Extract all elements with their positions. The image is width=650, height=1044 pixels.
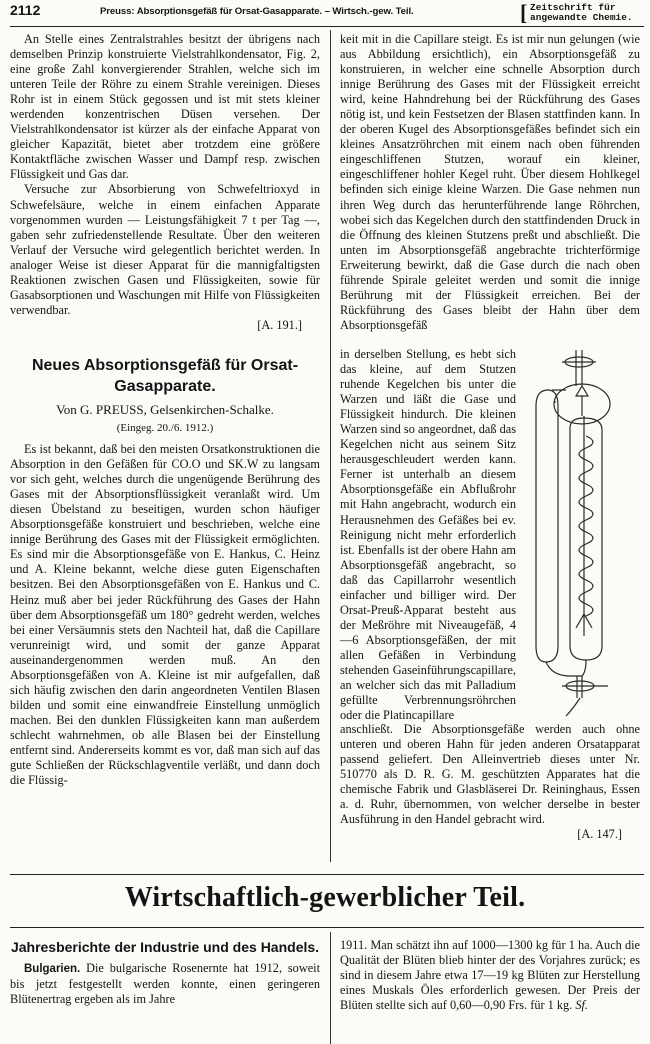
running-head: Preuss: Absorptionsgefäß für Orsat-Gasapparate. – Wirtsch.-gew. Teil. xyxy=(100,6,414,17)
paragraph: An Stelle eines Zentralstrahles besitzt der übrigens nach demselben Prinzip konstruierte Vielstrahlkondensator, Fig. 2, eine große Zahl konvergierender Strahlen, welche sich im unteren Teile der Röhre zu einem Strahle vereinigen. Dieses Rohr ist in einem Stück gegossen und ist mit stets kleiner werdenden konzentrischen Düsen versehen. Der Vielstrahlkondensator ist kürzer als der einfache Apparat von gleicher Kapazität, bietet aber trotzdem eine größere Kontaktfläche zwischen Wasser und Dampf resp. zwischen Flüssigkeit und Gas dar. xyxy=(10,32,320,182)
paragraph: keit mit in die Capillare steigt. Es ist mir nun gelungen (wie aus Abbildung ersichtlich), ein Absorptionsgefäß zu konstruieren, in welcher eine schnelle Absorption durch innige Berührung des Gases mit der Flüssigkeit erreicht wird, keine Hahndrehung bei der Rückführung des Gases nötig ist, und kein Festsetzen der Blasen stattfinden kann. In der oberen Kugel des Absorptionsgefäßes befindet sich ein kleines Ansatzröhrchen mit einem nach oben führenden eingeschliffenen Stutzen, worauf ein kleiner, eingeschliffener hohler Kegel ruht. Über diesem Hohlkegel befinden sich einige kleine Warzen. Die Gase nehmen nun ihren Weg durch das herunterführende lange Röhrchen, wobei sich das Kegelchen durch den stattfindenden Druck in die Öffnung des kleinen Stutzens preßt und abschließt. Die unten im Absorptionsgefäß angebrachte trichterförmige Erweiterung bewirkt, daß die Gase durch die nach oben führende Spirale geleitet werden und somit die innige Berührung mit der Flüssigkeit erreichen. Bei der Rückführung des Gases bleibt der Hahn über dem Absorptionsgefäß xyxy=(340,32,640,332)
article-byline: Von G. PREUSS, Gelsenkirchen-Schalke. xyxy=(56,401,274,417)
paragraph: Es ist bekannt, daß bei den meisten Orsatkonstruktionen die Absorption in den Gefäßen für CO.O und SK.W zu langsam vor sich geht, welches durch die ungenügende Berührung des Gases mit der Absorptionsflüssigkeit veranlaßt wird. Um diesen Übelstand zu beseitigen, wurden schon häufiger Absorptionsgefäße konstruiert und beschrieben, welche eine innige Berührung des Gases mit der Flüssigkeit ermöglichten. Es sind mir die Absorptionsgefäße von E. Hankus, C. Heinz und A. Kleine bekannt, welche diese guten Eigenschaften besitzen. Bei den Absorptionsgefäßen von E. Hankus und C. Heinz muß aber bei jeder Rückführung des Gases der Hahn über dem Absorptionsgefäß um 180° gedreht werden, welches bei einer Versäumnis stets den Nachteil hat, daß die Capillare verunreinigt wird, und somit der ganze Apparat auseinandergenommen werden muß. An den Absorptionsgefäßen von A. Kleine ist mir aufgefallen, daß sich häufig zwischen den darin angeordneten Ventilen Blasen bilden und somit eine einwandfreie Einstellung unmöglich machen. Bei den dunklen Flüssigkeiten kann man außerdem schlecht wahrnehmen, ob alle Blasen bei der Einstellung entfernt sind. Andererseits kommt es vor, daß man sich auf das gute Schließen der Rückschlagventile verläßt, und dann doch die Flüssig- xyxy=(10,442,320,788)
section-title: Wirtschaftlich-gewerblicher Teil. xyxy=(124,882,526,913)
absorption-vessel-figure xyxy=(522,346,640,718)
journal-line-1: Zeitschrift für xyxy=(530,2,616,13)
bracket-mark: [ xyxy=(520,0,528,25)
absorption-vessel-drawing xyxy=(522,346,640,718)
left-column-top xyxy=(10,32,320,788)
right-column-top xyxy=(340,32,640,333)
paragraph: anschließt. Die Absorptionsgefäße werden auch ohne unteren und oberen Hahn für jeden anderen Orsatapparat passend geliefert. Den Alleinvertrieb dieses unter Nr. 510770 als D. R. G. M. geschützten Apparates hat die chemische Fabrik und Glasbläserei Dr. Reininghaus, Essen a. d. Ruhr, übernommen, von welcher derselbe in bester Ausführung in den Handel gebracht wird. xyxy=(340,722,640,827)
bottom-right-column xyxy=(340,938,640,1013)
page-header xyxy=(10,2,644,26)
paragraph: in derselben Stellung, es hebt sich das kleine, auf dem Stutzen ruhende Kegelchen bis unter die Warzen und läßt die Gase und Flüssigkeit hindurch. Die kleinen Warzen sind so angeordnet, daß das Kegelchen nicht aus seinem Sitz herausgeschleudert werden kann. Ferner ist unterhalb an diesem Absorptionsgefäße ein Abflußrohr mit Hahn angebracht, wodurch ein Herausnehmen des Gefäßes bei ev. Reinigung nicht mehr erforderlich ist. Ebenfalls ist der obere Hahn am Absorptionsgefäß angebracht, so daß das Capillarrohr wesentlich einfacher und billiger wird. Der Orsat-Preuß-Apparat besteht aus der Meßröhre mit Niveaugefäß, 4—6 Absorptionsgefäßen, der mit allen Gefäßen in Verbindung stehenden Gaseinführungscapillare, an welcher sich das mit Palladium gefüllte Verbrennungsröhrchen oder die Platincapillare xyxy=(340,347,516,723)
header-rule xyxy=(10,26,644,27)
column-divider-bottom xyxy=(330,932,331,1044)
country-keyword: Bulgarien. xyxy=(24,963,81,975)
journal-line-2: angewandte Chemie. xyxy=(530,12,633,23)
bottom-left-column xyxy=(10,938,320,1007)
journal-label xyxy=(520,2,644,24)
reference-tag: [A. 191.] xyxy=(257,317,302,332)
paragraph: Versuche zur Absorbierung von Schwefeltrioxyd in Schwefelsäure, welche in einem einfachen Apparate vorgenommen wurden — Leistungsfähigkeit 7 t per Tag —, gaben sehr zufriedenstellende Resultate. Über den weiteren Verlauf der Versuche wird gelegentlich berichtet werden. In analoger Weise ist dieser Apparat für die mannigfaltigsten Reaktionen zwischen Gasen und Flüssigkeiten, sowie für Gasabsorptionen und Waschungen mit Hilfe von Flüssigkeiten verwendbar. xyxy=(10,182,320,317)
article-received-date: (Eingeg. 20./6. 1912.) xyxy=(116,421,214,434)
paragraph: Die bulgarische Rosenernte hat 1912, soweit bis jetzt festgestellt werden konnte, einen geringeren Blütenertrag ergeben als im Jahre xyxy=(10,961,321,1007)
author-signature: Sf. xyxy=(575,998,588,1013)
page-number: 2112 xyxy=(10,2,41,18)
reference-tag: [A. 147.] xyxy=(577,827,622,842)
right-column-bottom xyxy=(340,722,640,842)
section-rule xyxy=(10,874,644,875)
section-title-rule xyxy=(10,927,644,928)
right-column-narrow xyxy=(340,347,516,723)
subsection-title: Jahresberichte der Industrie und des Handels. xyxy=(10,939,320,955)
article-title: Neues Absorptionsgefäß für Orsat-Gasapparate. xyxy=(31,356,299,395)
column-divider xyxy=(330,30,331,862)
paragraph: 1911. Man schätzt ihn auf 1000—1300 kg für 1 ha. Auch die Qualität der Blüten blieb hinter der des Vorjahres zurück; es sind in diesem Jahre etwa 17—19 kg Blüten zur Herstellung eines Muskals Öles erforderlich gewesen. Der Preis der Blüten stellte sich auf 0,60—0,90 Frs. für 1 kg. xyxy=(340,938,640,1013)
